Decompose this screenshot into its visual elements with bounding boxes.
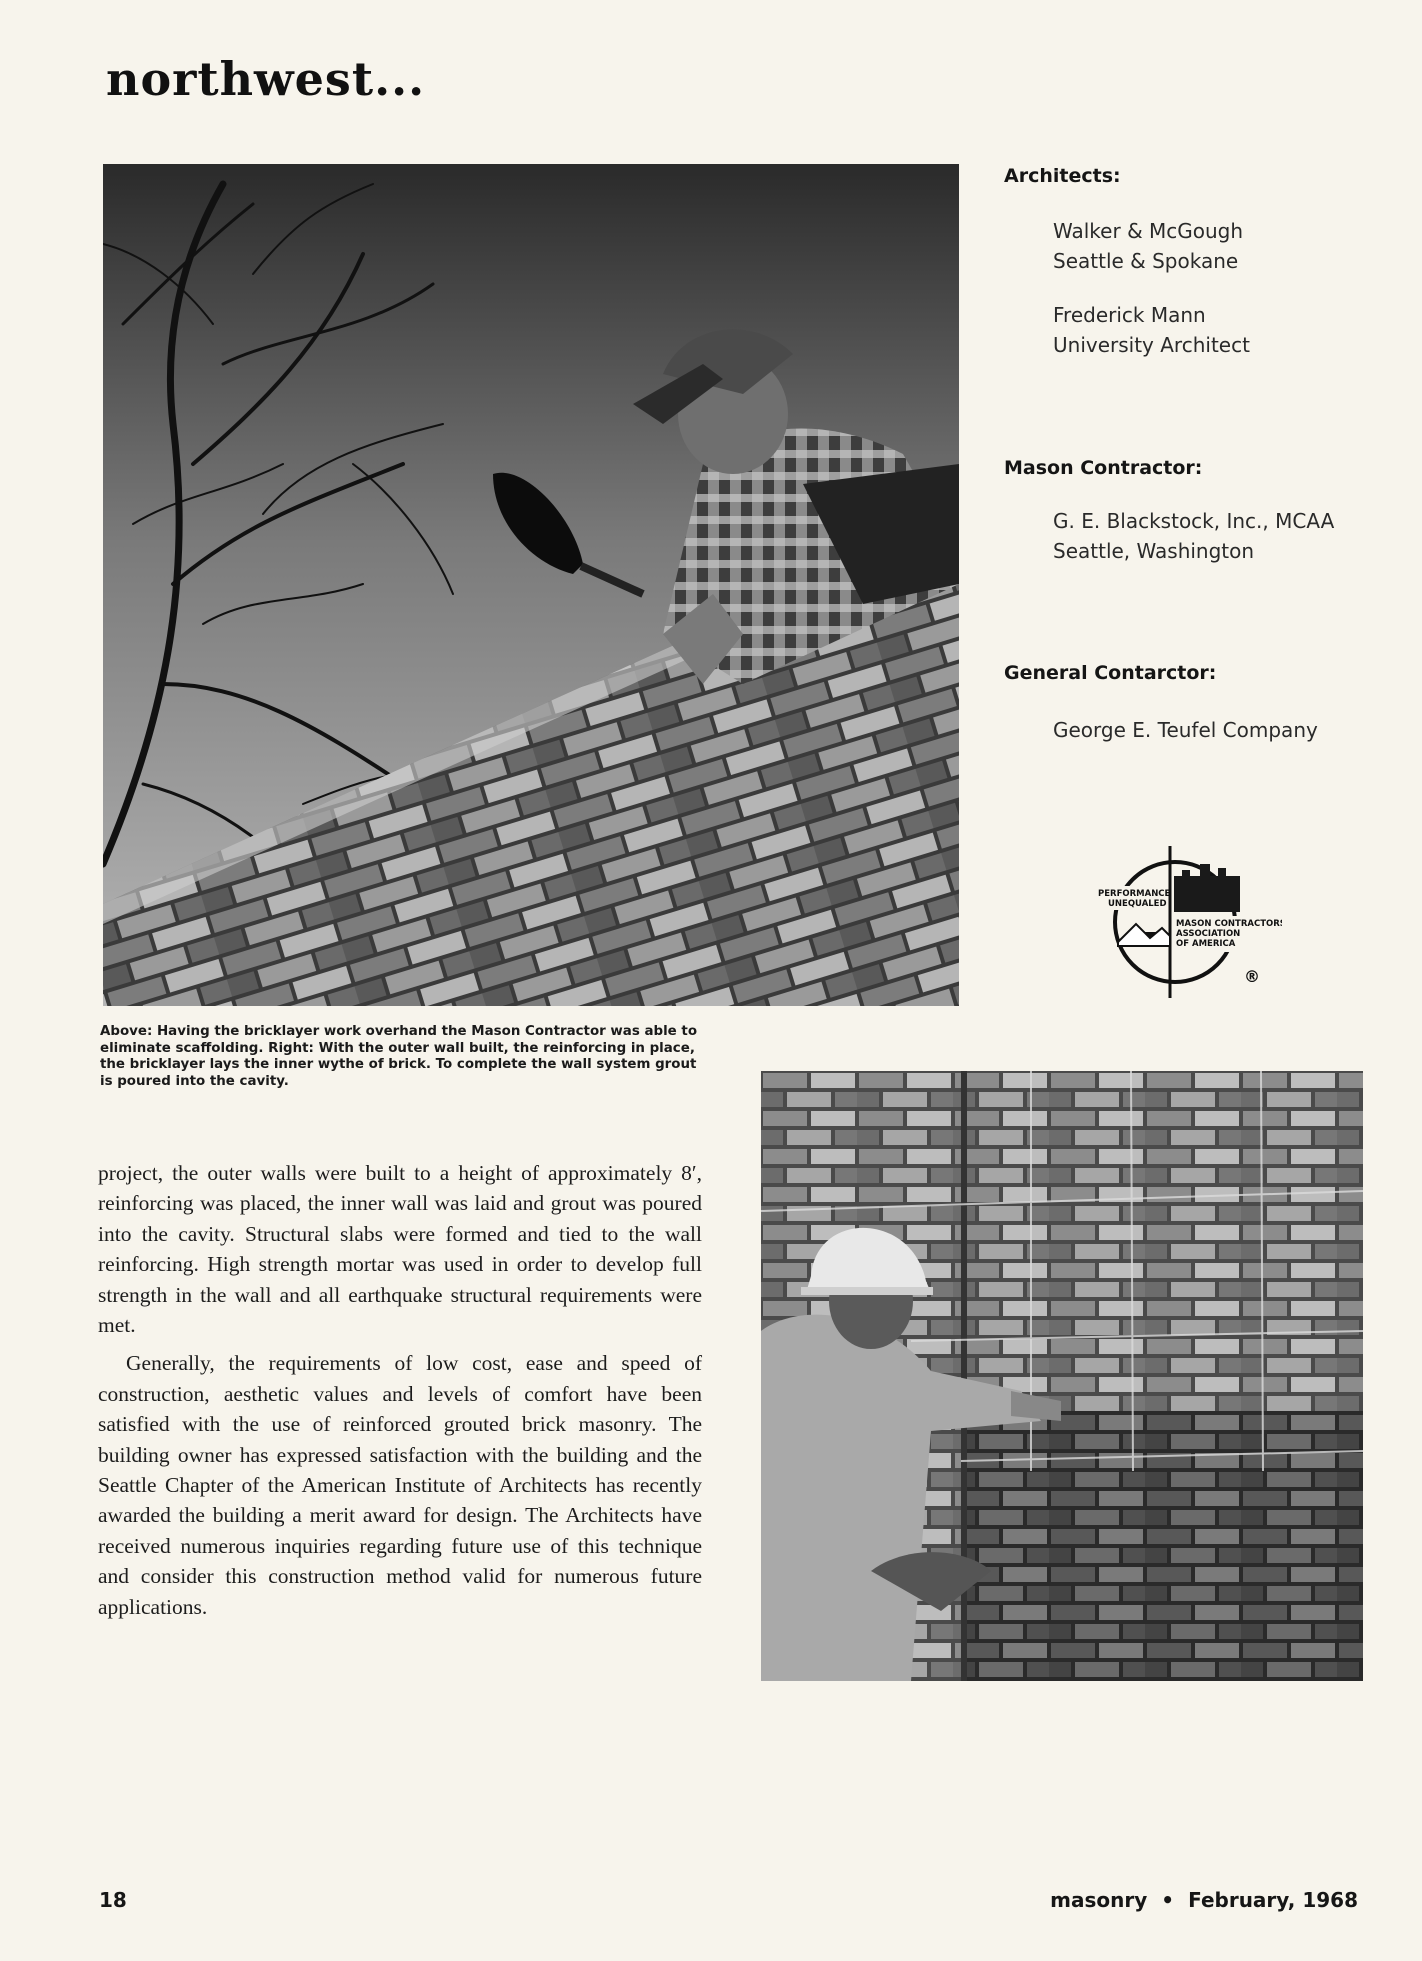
photo-bricklayer-overhand bbox=[103, 164, 959, 1006]
issue-date: February, 1968 bbox=[1188, 1888, 1358, 1912]
logo-text-right: ASSOCIATION bbox=[1176, 929, 1241, 939]
credits-general-contractor bbox=[1004, 662, 1216, 684]
logo-text-left: UNEQUALED bbox=[1108, 899, 1167, 909]
credit-line: Walker & McGough bbox=[1053, 219, 1244, 243]
article-body bbox=[98, 1158, 702, 1630]
credit-line: Seattle & Spokane bbox=[1053, 249, 1239, 273]
credits-architects-lines bbox=[1053, 216, 1250, 360]
body-paragraph: project, the outer walls were built to a height of approximately 8′, reinforcing was placed, the inner wall was laid and grout was poured into the cavity. Structural slabs were formed and tied to the wall reinforcing. High strength mortar was used in order to develop full strength in the wall and all earthquake structural requirements were met. bbox=[98, 1161, 702, 1338]
logo-text-left: PERFORMANCE bbox=[1098, 889, 1171, 899]
credit-line: University Architect bbox=[1053, 333, 1250, 357]
mcaa-logo bbox=[1092, 842, 1282, 1002]
credit-line: Seattle, Washington bbox=[1053, 539, 1255, 563]
credits-mason-contractor-lines bbox=[1053, 506, 1334, 566]
photo-bricklayer-inner-wythe-image bbox=[761, 1071, 1363, 1681]
logo-text-right: MASON CONTRACTORS bbox=[1176, 919, 1282, 929]
body-paragraph: Generally, the requirements of low cost, ease and speed of construction, aesthetic values and levels of comfort have been satisfied with the use of reinforced grouted brick masonry. The building owner has expressed satisfaction with the building and the Seattle Chapter of the American Institute of Architects has recently awarded the building a merit award for design. The Architects have received numerous inquiries regarding future use of this technique and consider this construction method valid for numerous future applications. bbox=[98, 1351, 702, 1619]
credits-mason-contractor bbox=[1004, 457, 1202, 479]
credits-general-contractor-lines bbox=[1053, 715, 1318, 745]
credits-heading-mason-contractor: Mason Contractor: bbox=[1004, 457, 1203, 479]
photo-caption: Above: Having the bricklayer work overhand the Mason Contractor was able to eliminate scaffolding. Right: With the outer wall built, the reinforcing in place, the bricklayer lays the inner wythe of brick. To complete the wall system grout is poured into the cavity. bbox=[100, 1024, 698, 1089]
logo-text-right: OF AMERICA bbox=[1176, 939, 1236, 949]
registered-mark: ® bbox=[1244, 967, 1260, 986]
section-title: northwest... bbox=[106, 52, 426, 106]
credits-heading-general-contractor: General Contarctor: bbox=[1004, 662, 1217, 684]
publication-name: masonry bbox=[1050, 1888, 1148, 1912]
credits-heading-architects: Architects: bbox=[1004, 165, 1121, 187]
footer-bullet: • bbox=[1161, 1888, 1175, 1912]
page-number: 18 bbox=[99, 1888, 127, 1912]
mcaa-logo-emblem bbox=[1092, 842, 1282, 1002]
credit-line: Frederick Mann bbox=[1053, 303, 1206, 327]
photo-bricklayer-inner-wythe bbox=[761, 1071, 1363, 1681]
credit-line: George E. Teufel Company bbox=[1053, 718, 1318, 742]
credits-architects bbox=[1004, 165, 1121, 187]
photo-bricklayer-overhand-image bbox=[103, 164, 959, 1006]
credit-line: G. E. Blackstock, Inc., MCAA bbox=[1053, 509, 1335, 533]
running-footer bbox=[1050, 1888, 1358, 1912]
